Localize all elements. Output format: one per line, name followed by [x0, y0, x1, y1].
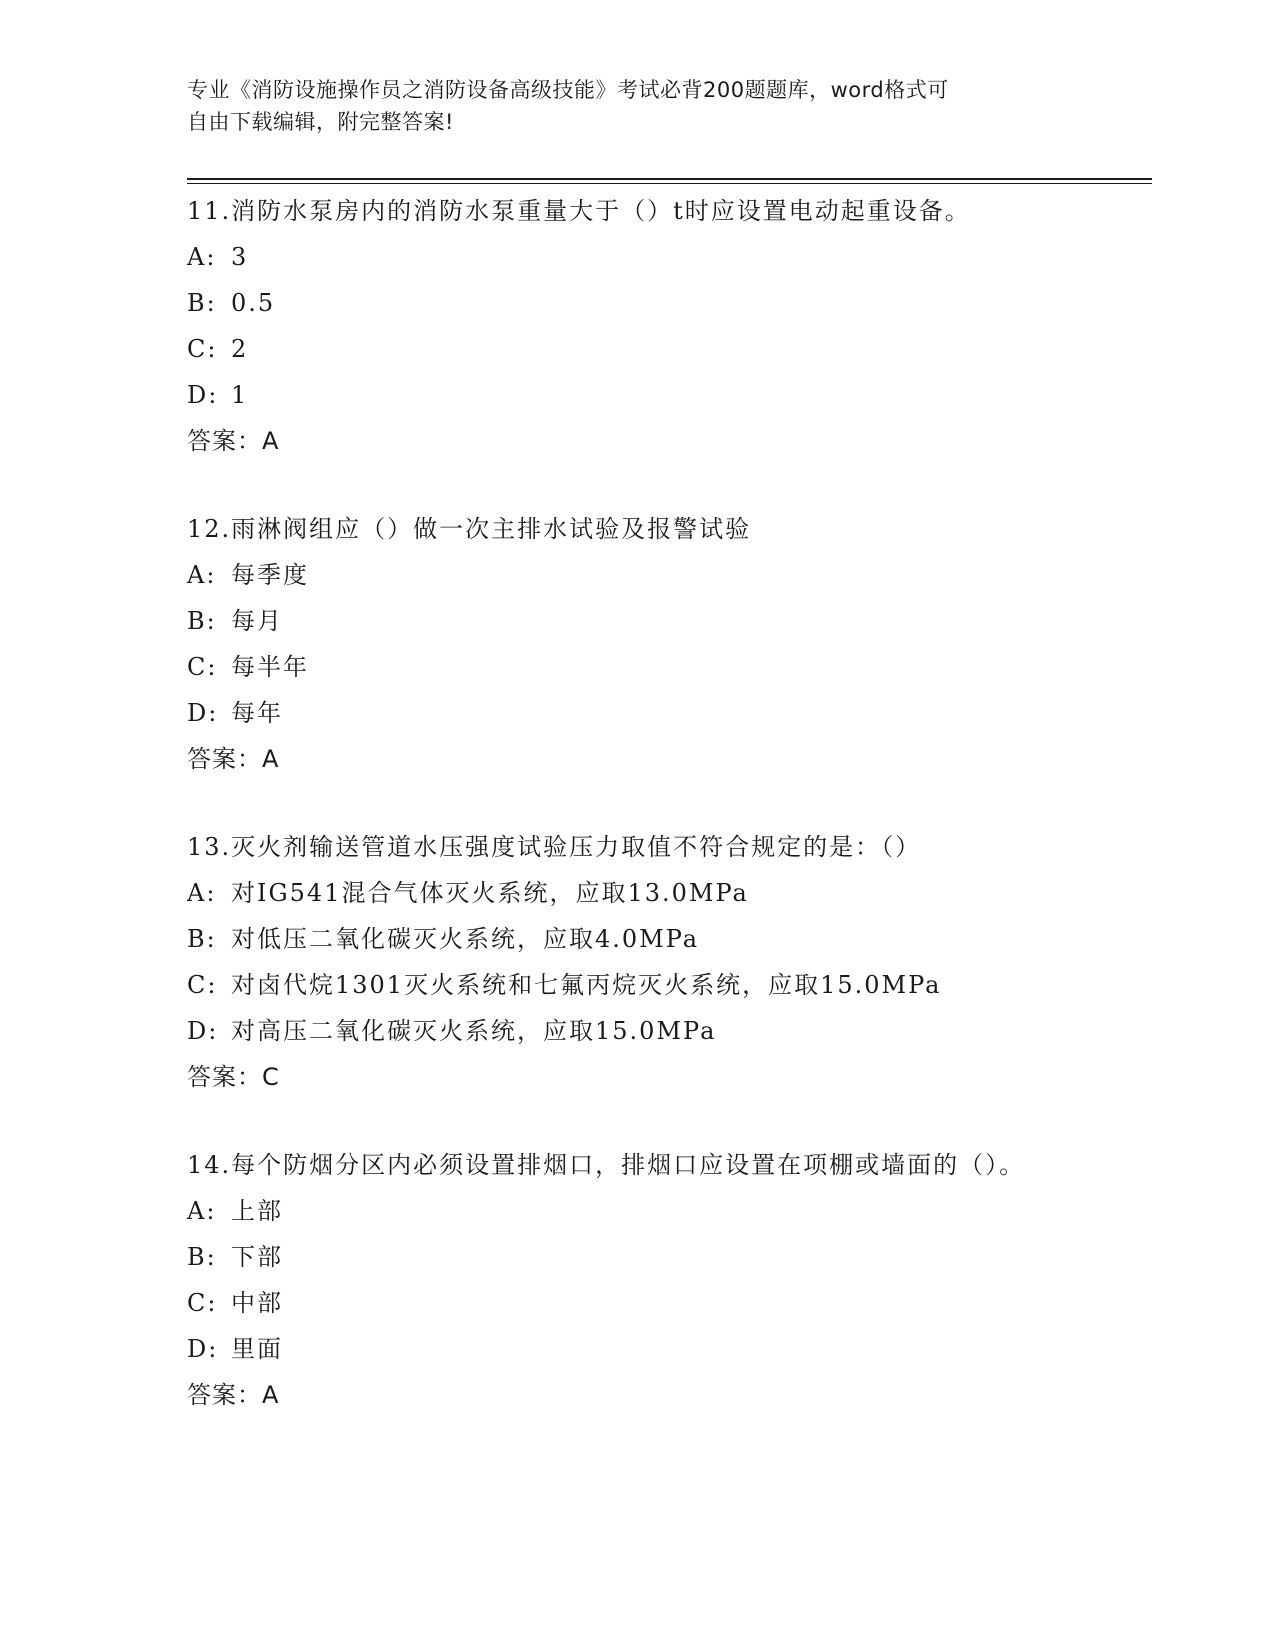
question-stem: 11.消防水泵房内的消防水泵重量大于（）t时应设置电动起重设备。	[187, 197, 971, 225]
option-c: C: 2	[187, 335, 249, 363]
title-line-2: 自由下载编辑，附完整答案!	[187, 110, 454, 134]
option-c: C: 对卤代烷1301灭火系统和七氟丙烷灭火系统，应取15.0MPa	[187, 971, 942, 999]
title-divider-thick	[187, 178, 1152, 180]
answer-line: 答案：C	[187, 1063, 280, 1091]
option-a: A: 上部	[187, 1197, 283, 1225]
question-stem: 12.雨淋阀组应（）做一次主排水试验及报警试验	[187, 515, 752, 543]
document-title	[187, 74, 1067, 138]
option-d: D: 每年	[187, 699, 283, 727]
question-14	[187, 1142, 1087, 1418]
option-d: D: 1	[187, 381, 249, 409]
question-stem: 13.灭火剂输送管道水压强度试验压力取值不符合规定的是：（）	[187, 833, 922, 861]
answer-line: 答案：A	[187, 1381, 280, 1409]
question-12	[187, 506, 1087, 782]
option-c: C: 中部	[187, 1289, 283, 1317]
question-list	[187, 188, 1087, 1460]
question-11	[187, 188, 1087, 464]
option-d: D: 对高压二氧化碳灭火系统，应取15.0MPa	[187, 1017, 717, 1045]
question-13	[187, 824, 1087, 1100]
option-d: D: 里面	[187, 1335, 283, 1363]
option-a: A: 每季度	[187, 561, 309, 589]
option-a: A: 3	[187, 243, 249, 271]
question-stem: 14.每个防烟分区内必须设置排烟口，排烟口应设置在项棚或墙面的（）。	[187, 1151, 1026, 1179]
option-c: C: 每半年	[187, 653, 309, 681]
answer-line: 答案：A	[187, 427, 280, 455]
title-divider-thin	[187, 183, 1152, 184]
title-line-1: 专业《消防设施操作员之消防设备高级技能》考试必背200题题库，word格式可	[187, 78, 949, 102]
option-b: B: 0.5	[187, 289, 276, 317]
option-b: B: 下部	[187, 1243, 283, 1271]
option-a: A: 对IG541混合气体灭火系统，应取13.0MPa	[187, 879, 749, 907]
option-b: B: 对低压二氧化碳灭火系统，应取4.0MPa	[187, 925, 700, 953]
option-b: B: 每月	[187, 607, 283, 635]
answer-line: 答案：A	[187, 745, 280, 773]
